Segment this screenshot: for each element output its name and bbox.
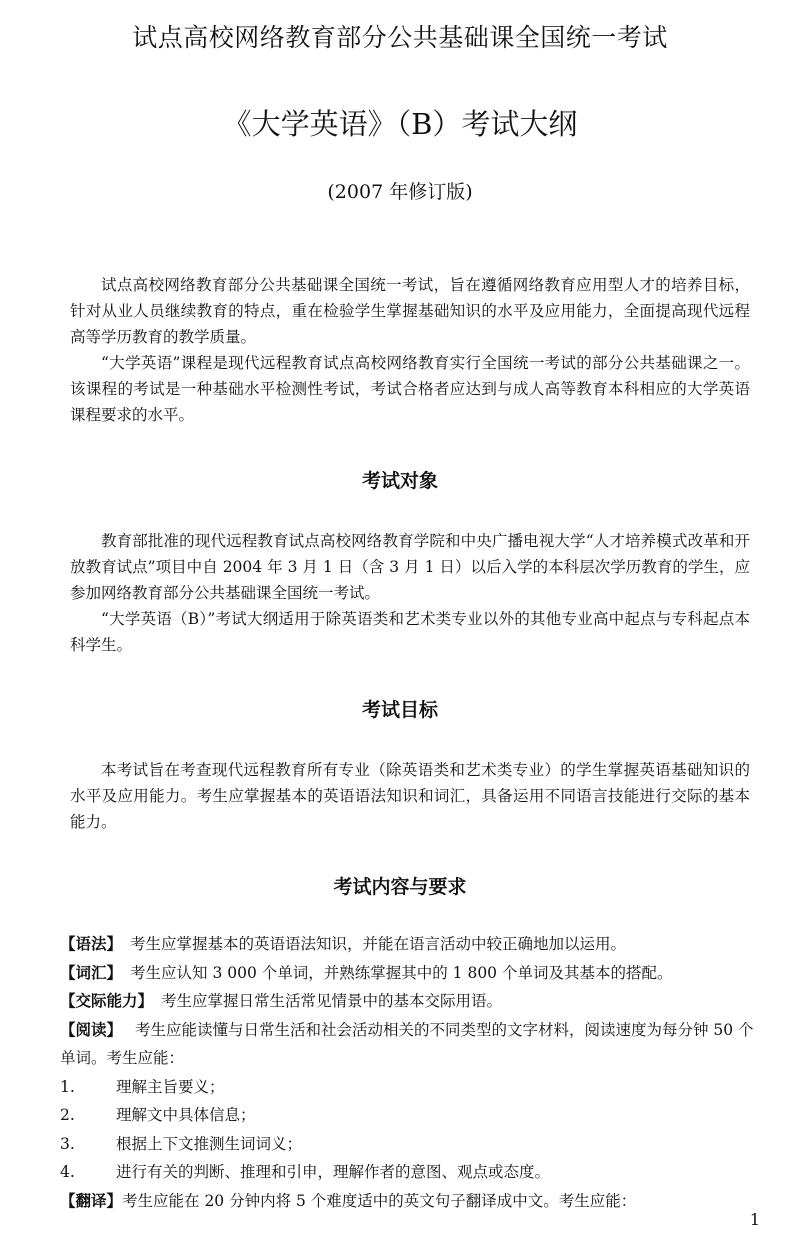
section-heading-exam-goal: 考试目标 [361, 699, 438, 721]
requirement-vocabulary [60, 959, 760, 988]
document-title-line2: 《大学英语》（B）考试大纲 [222, 107, 578, 141]
list-item [60, 1158, 760, 1187]
list-item-number: 4. [60, 1163, 75, 1181]
list-item-text: 理解主旨要义； [116, 1077, 225, 1096]
requirement-reading [60, 1016, 760, 1073]
intro-section [70, 272, 750, 428]
requirement-text: 考生应掌握日常生活常见情景中的基本交际用语。 [161, 992, 503, 1010]
exam-goal-section [70, 757, 750, 835]
reading-subitems [60, 1073, 760, 1187]
requirement-label: 【词汇】 [60, 962, 123, 982]
list-item [60, 1073, 760, 1102]
requirement-text: 考生应能在 20 分钟内将 5 个难度适中的英文句子翻译成中文。考生应能： [122, 1191, 637, 1210]
list-item [60, 1101, 760, 1130]
exam-goal-paragraph-1: 本考试旨在考查现代远程教育所有专业（除英语类和艺术类专业）的学生掌握英语基础知识的水平及应用能力。考生应掌握基本的英语语法知识和词汇，具备运用不同语言技能进行交际的基本能力。 [70, 761, 750, 831]
intro-paragraph-1: 试点高校网络教育部分公共基础课全国统一考试，旨在遵循网络教育应用型人才的培养目标，针对从业人员继续教育的特点，重在检验学生掌握基础知识的水平及应用能力，全面提高现代远程高等学历教育的教学质量。 [70, 276, 750, 346]
list-item-text: 理解文中具体信息； [116, 1106, 256, 1124]
section-heading-exam-target: 考试对象 [361, 470, 438, 492]
list-item-number: 1. [60, 1077, 75, 1096]
list-item [60, 1130, 760, 1159]
requirement-label: 【阅读】 [60, 1019, 123, 1039]
intro-paragraph-2: “大学英语”课程是现代远程教育试点高校网络教育实行全国统一考试的部分公共基础课之一。该课程的考试是一种基础水平检测性考试，考试合格者应达到与成人高等教育本科相应的大学英语课程要求的水平。 [70, 354, 750, 424]
requirements-list [60, 930, 760, 1215]
document-title-line1: 试点高校网络教育部分公共基础课全国统一考试 [132, 23, 668, 52]
requirement-label: 【语法】 [60, 934, 123, 953]
exam-target-paragraph-1: 教育部批准的现代远程教育试点高校网络教育学院和中央广播电视大学“人才培养模式改革和开放教育试点”项目中自 2004 年 3 月 1 日（含 3 月 1 日）以后入学的本科层次学历教育的学生，应参加网络教育部分公共基础课全国统一考试。 [70, 532, 750, 602]
section-heading-exam-content: 考试内容与要求 [333, 876, 467, 898]
requirement-text: 考生应能读懂与日常生活和社会活动相关的不同类型的文字材料，阅读速度为每分钟 50 个单词。考生应能： [60, 1020, 754, 1067]
list-item-text: 进行有关的判断、推理和引申，理解作者的意图、观点或态度。 [116, 1163, 551, 1181]
list-item-number: 3. [60, 1134, 75, 1153]
requirement-text: 考生应认知 3 000 个单词，并熟练掌握其中的 1 800 个单词及其基本的搭配。 [130, 963, 673, 982]
requirement-label: 【翻译】 [60, 1190, 123, 1210]
list-item-text: 根据上下文推测生词词义； [116, 1134, 303, 1153]
requirement-grammar [60, 930, 760, 959]
edition-label: (2007 年修订版) [327, 181, 473, 203]
exam-target-paragraph-2: “大学英语（B）”考试大纲适用于除英语类和艺术类专业以外的其他专业高中起点与专科起点本科学生。 [70, 610, 750, 654]
requirement-translation [60, 1187, 760, 1216]
page-number: 1 [749, 1210, 760, 1229]
requirement-label: 【交际能力】 [60, 991, 154, 1010]
list-item-number: 2. [60, 1106, 75, 1124]
exam-target-section [70, 528, 750, 658]
requirement-communication [60, 987, 760, 1016]
requirement-text: 考生应掌握基本的英语语法知识，并能在语言活动中较正确地加以运用。 [130, 935, 627, 953]
